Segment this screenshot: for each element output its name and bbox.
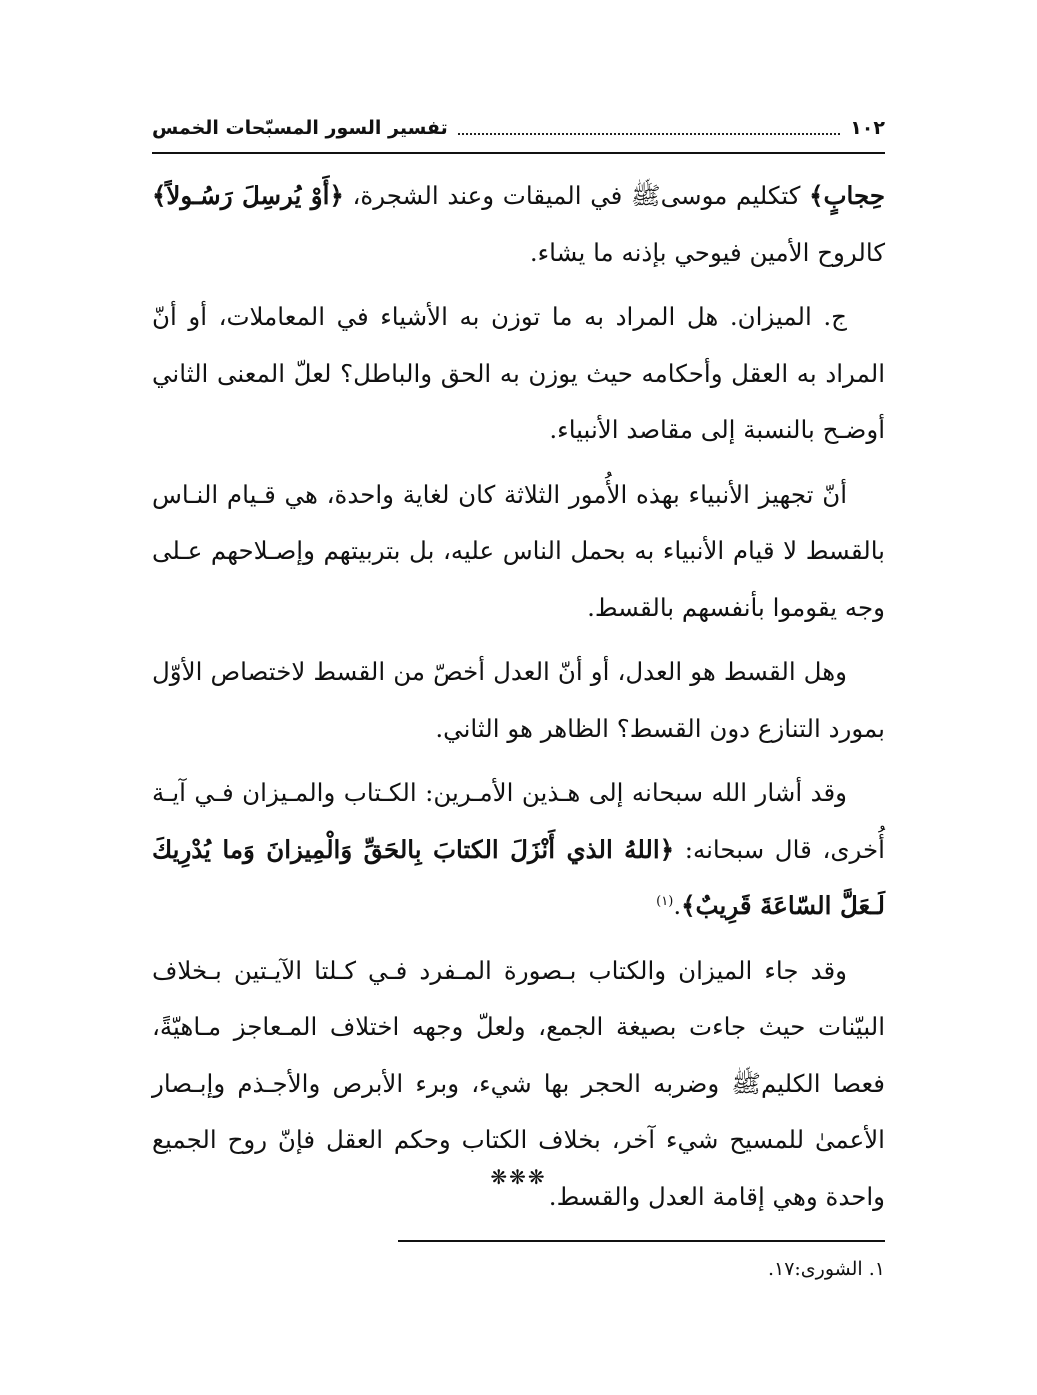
- text-run: أنّ تجهيز الأنبياء بهذه الأُمور الثلاثة كان لغاية واحدة، هي قـيام النـاس بالقسط لا قيام الأنبياء به بحمل الناس عليه، بل بتربيتهم وإصـلاحهم عـلى وجه يقوموا بأنفسهم بالقسط.: [152, 479, 885, 622]
- header-dotted-leader: [458, 133, 840, 135]
- paragraph: [152, 765, 885, 935]
- text-run: وقد جاء الميزان والكتاب بـصورة المـفرد فـي كـلتا الآيـتين بـخلاف البيّنات حيث جاءت بصيغة الجمع، ولعلّ وجهه اختلاف المـعاجز مـاهيّةً، فعصا الكليم: [152, 955, 885, 1098]
- text-run: ﷺ: [631, 181, 661, 210]
- header-rule: [152, 152, 885, 154]
- paragraph: [152, 467, 885, 637]
- paragraph: [152, 168, 885, 281]
- quran-quote: ﴿اللهُ الذي أَنْزَلَ الكتابَ بِالحَقِّ وَالْمِيزانَ وَما يُدْرِيكَ لَـعَلَّ السّاعَةَ قَرِيبٌ﴾: [152, 834, 885, 920]
- text-run: في الميقات وعند الشجرة،: [343, 181, 632, 210]
- text-run: حِجابٍ﴾: [809, 181, 885, 210]
- text-run: ﷺ: [731, 1068, 761, 1098]
- paragraph: [152, 289, 885, 459]
- text-run: كتكليم موسى: [660, 181, 810, 210]
- footnote-rule: [398, 1240, 885, 1242]
- page-header: [152, 108, 885, 148]
- body-text: [152, 168, 885, 1233]
- text-run: ج. الميزان. هل المراد به ما توزن به الأشياء في المعاملات، أو أنّ المراد به العقل وأحكامه حيث يوزن به الحق والباطل؟ لعلّ المعنى الثاني أوضـح بالنسبة إلى مقاصد الأنبياء.: [152, 302, 885, 444]
- text-run: وهل القسط هو العدل، أو أنّ العدل أخصّ من القسط لاختصاص الأوّل بمورد التنازع دون القسط؟ الظاهر هو الثاني.: [152, 657, 885, 743]
- section-separator: ❋❋❋: [490, 1165, 547, 1189]
- page-number: ١٠٢: [850, 117, 885, 139]
- text-run: وضربه الحجر بها شيء، وبرء الأبرص والأجـذم وإبـصار الأعمىٰ للمسيح شيء آخر، بخلاف الكتاب وحكم العقل فإنّ روح الجميع واحدة وهي إقامة العدل والقسط.: [152, 1068, 885, 1211]
- footnote: ١. الشورى:١٧.: [767, 1258, 885, 1280]
- footnote-reference[interactable]: (١): [656, 893, 674, 909]
- text-run: .: [673, 891, 682, 920]
- text-run: كالروح الأمين فيوحي بإذنه ما يشاء.: [529, 237, 885, 267]
- text-run: ﴿أَوْ يُرسِلَ رَسُـولاً﴾: [152, 181, 344, 210]
- running-title: تفسير السور المسبّحات الخمس: [152, 117, 448, 139]
- text-run: وقد أشار الله سبحانه إلى هـذين الأمـرين: الكـتاب والمـيزان فـي آيـة أُخرى، قال سبحانه:: [152, 778, 885, 864]
- paragraph: [152, 644, 885, 757]
